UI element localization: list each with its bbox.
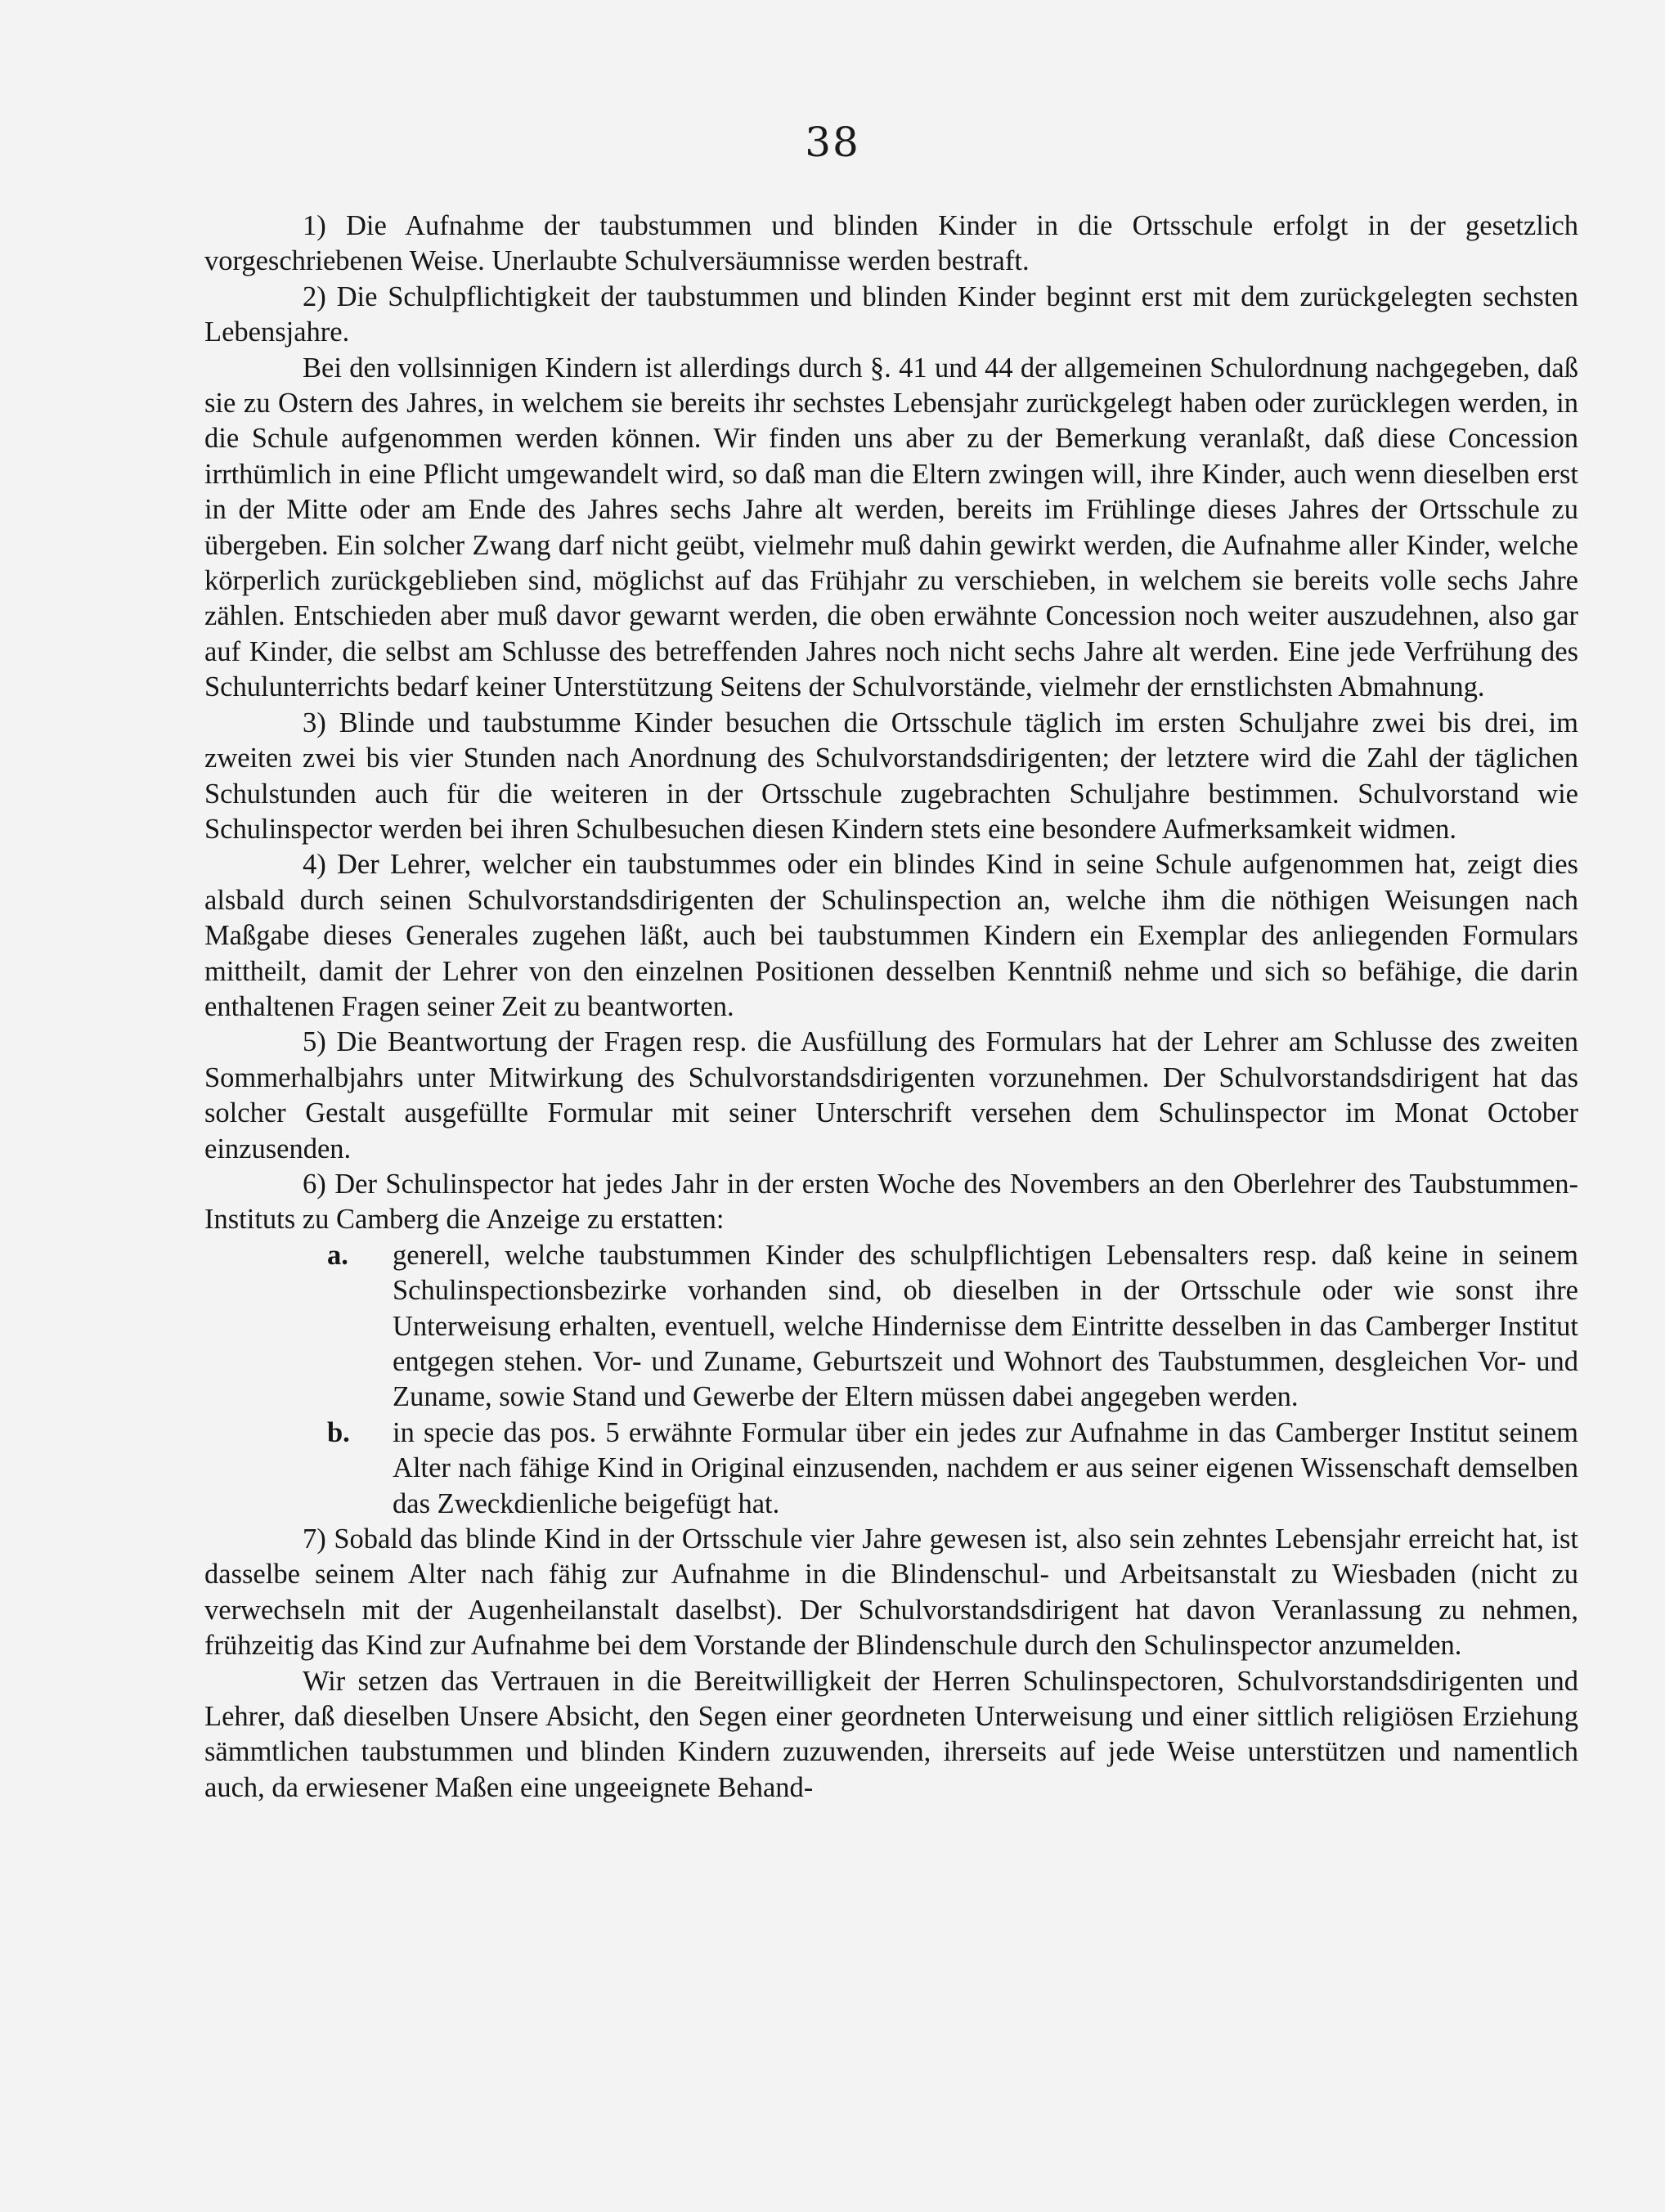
paragraph-9: Wir setzen das Vertrauen in die Bereitwilligkeit der Herren Schulinspectoren, Schulvorstandsdirigenten und Lehrer, daß dieselben Unsere Absicht, den Segen einer geordneten Unterweisung und einer sittlich religiösen Erziehung sämmtlichen taubstummen und blinden Kindern zuzuwenden, ihrerseits auf jede Weise unterstützen und namentlich auch, da erwiesener Maßen eine ungeeignete Behand- [204,1665,1578,1803]
paragraph-7: 6) Der Schulinspector hat jedes Jahr in der ersten Woche des Novembers an den Oberlehrer des Taubstummen-Instituts zu Camberg die Anzeige zu erstatten: [204,1168,1578,1236]
paragraph-1: 1) Die Aufnahme der taubstummen und blinden Kinder in die Ortsschule erfolgt in der gesetzlich vorgeschriebenen Weise. Unerlaubte Schulversäumnisse werden bestraft. [204,210,1578,277]
list-item-a-marker: a. [327,1239,348,1271]
list-item-a [204,1238,1578,1416]
list-item-b [204,1416,1578,1522]
paragraph-2: 2) Die Schulpflichtigkeit der taubstummen und blinden Kinder beginnt erst mit dem zurückgelegten sechsten Lebensjahre. [204,280,1578,348]
page-number: 38 [805,119,860,166]
paragraph-3: Bei den vollsinnigen Kindern ist allerdings durch §. 41 und 44 der allgemeinen Schulordnung nachgegeben, daß sie zu Ostern des Jahres, in welchem sie bereits ihr sechstes Lebensjahr zurückgelegt haben oder zurücklegen werden, in die Schule aufgenommen werden können. Wir finden uns aber zu der Bemerkung veranlaßt, daß diese Concession irrthümlich in eine Pflicht umgewandelt wird, so daß man die Eltern zwingen will, ihre Kinder, auch wenn dieselben erst in der Mitte oder am Ende des Jahres sechs Jahre alt werden, bereits im Frühlinge dieses Jahres der Ortsschule zu übergeben. Ein solcher Zwang darf nicht geübt, vielmehr muß dahin gewirkt werden, die Aufnahme aller Kinder, welche körperlich zurückgeblieben sind, möglichst auf das Frühjahr zu verschieben, in welchem sie bereits volle sechs Jahre zählen. Entschieden aber muß davor gewarnt werden, die oben erwähnte Concession noch weiter auszudehnen, also gar auf Kinder, die selbst am Schlusse des betreffenden Jahres noch nicht sechs Jahre alt werden. Eine jede Verfrühung des Schulunterrichts bedarf keiner Unterstützung Seitens der Schulvorstände, vielmehr der ernstlichsten Abmahnung. [204,352,1578,703]
paragraph-5: 4) Der Lehrer, welcher ein taubstummes oder ein blindes Kind in seine Schule aufgenommen hat, zeigt dies alsbald durch seinen Schulvorstandsdirigenten der Schulinspection an, welche ihm die nöthigen Weisungen nach Maßgabe dieses Generales zugehen läßt, auch bei taubstummen Kindern ein Exemplar des anliegenden Formulars mittheilt, damit der Lehrer von den einzelnen Positionen desselben Kenntniß nehme und sich so befähige, die darin enthaltenen Fragen seiner Zeit zu beantworten. [204,849,1578,1022]
list-item-a-text: generell, welche taubstummen Kinder des schulpflichtigen Lebensalters resp. daß keine in seinem Schulinspectionsbezirke vorhanden sind, ob dieselben in der Ortsschule oder wie sonst ihre Unterweisung erhalten, eventuell, welche Hindernisse dem Eintritte desselben in das Camberger Institut entgegen stehen. Vor- und Zuname, Geburtszeit und Wohnort des Taubstummen, desgleichen Vor- und Zuname, sowie Stand und Gewerbe der Eltern müssen dabei angegeben werden. [393,1239,1578,1413]
paragraph-4: 3) Blinde und taubstumme Kinder besuchen die Ortsschule täglich im ersten Schuljahre zwei bis drei, im zweiten zwei bis vier Stunden nach Anordnung des Schulvorstandsdirigenten; der letztere wird die Zahl der täglichen Schulstunden auch für die weiteren in der Ortsschule zugebrachten Schuljahre bestimmen. Schulvorstand wie Schulinspector werden bei ihren Schulbesuchen diesen Kindern stets eine besondere Aufmerksamkeit widmen. [204,707,1578,845]
list-item-b-marker: b. [327,1416,350,1448]
paragraph-8: 7) Sobald das blinde Kind in der Ortsschule vier Jahre gewesen ist, also sein zehntes Lebensjahr erreicht hat, ist dasselbe seinem Alter nach fähig zur Aufnahme in die Blindenschul- und Arbeitsanstalt zu Wiesbaden (nicht zu verwechseln mit der Augenheilanstalt daselbst). Der Schulvorstandsdirigent hat davon Veranlassung zu nehmen, frühzeitig das Kind zur Aufnahme bei dem Vorstande der Blindenschule durch den Schulinspector anzumelden. [204,1523,1578,1662]
body-text [204,209,1578,1806]
paragraph-6: 5) Die Beantwortung der Fragen resp. die Ausfüllung des Formulars hat der Lehrer am Schlusse des zweiten Sommerhalbjahrs unter Mitwirkung des Schulvorstandsdirigenten vorzunehmen. Der Schulvorstandsdirigent hat das solcher Gestalt ausgefüllte Formular mit seiner Unterschrift versehen dem Schulinspector im Monat October einzusenden. [204,1026,1578,1164]
list-item-b-text: in specie das pos. 5 erwähnte Formular über ein jedes zur Aufnahme in das Camberger Institut seinem Alter nach fähige Kind in Original einzusenden, nachdem er aus seiner eigenen Wissenschaft demselben das Zweckdienliche beigefügt hat. [393,1416,1578,1519]
